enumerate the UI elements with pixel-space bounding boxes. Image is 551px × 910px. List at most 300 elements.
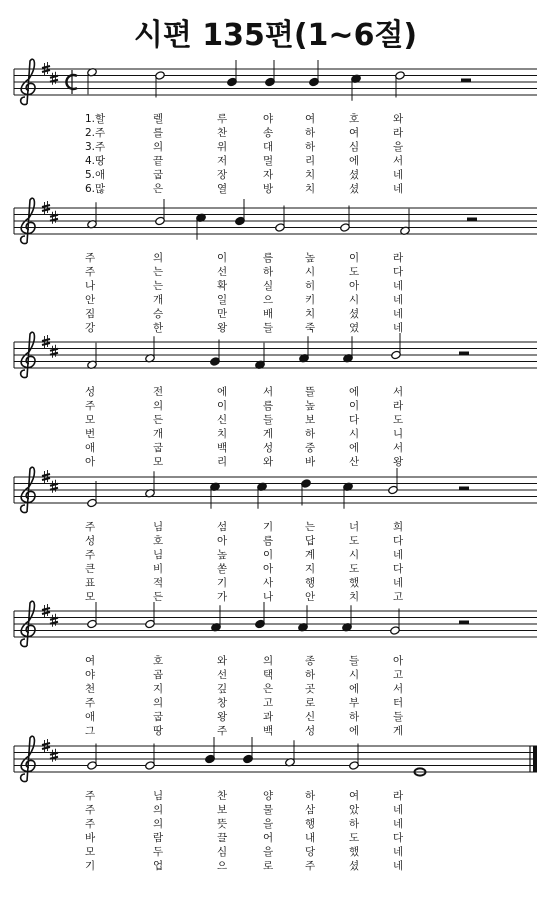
- lyric-syllable: 하: [305, 790, 316, 802]
- lyric-syllable: 고: [393, 669, 404, 681]
- note: [243, 737, 254, 764]
- lyric-syllable: 은: [263, 683, 274, 695]
- sharp-icon: [42, 739, 50, 752]
- note: [400, 209, 411, 236]
- lyric-syllable: 람: [153, 832, 164, 844]
- lyric-syllable: 깊: [217, 683, 228, 695]
- lyric-syllable: 1.할: [85, 113, 106, 125]
- sharp-icon: [50, 211, 58, 224]
- note: [301, 479, 312, 506]
- lyric-syllable: 큰: [85, 563, 96, 575]
- note: [395, 71, 406, 98]
- lyric-syllable: 번: [85, 428, 96, 440]
- lyric-syllable: 을: [393, 141, 404, 153]
- lyric-syllable: 이: [263, 549, 274, 561]
- lyric-syllable: 들: [349, 655, 360, 667]
- lyric-syllable: 시: [349, 669, 360, 681]
- lyric-syllable: 죽: [305, 322, 316, 334]
- final-barline: [533, 746, 537, 772]
- lyric-syllable: 네: [393, 322, 404, 334]
- lyric-syllable: 도: [349, 563, 360, 575]
- lyric-syllable: 터: [393, 697, 404, 709]
- sharp-icon: [42, 201, 50, 214]
- staff-system: [14, 198, 537, 334]
- lyric-syllable: 하: [305, 428, 316, 440]
- lyric-syllable: 에: [349, 442, 360, 454]
- lyric-syllable: 름: [263, 252, 274, 264]
- lyric-syllable: 지: [305, 563, 316, 575]
- lyric-syllable: 서: [393, 683, 404, 695]
- lyric-syllable: 끌: [217, 832, 228, 844]
- note: [227, 60, 238, 87]
- lyric-syllable: 하: [305, 669, 316, 681]
- lyric-syllable: 주: [85, 521, 96, 533]
- lyric-syllable: 장: [217, 169, 228, 181]
- lyric-syllable: 곳: [305, 683, 316, 695]
- lyric-syllable: 자: [263, 169, 274, 181]
- lyric-syllable: 의: [263, 655, 274, 667]
- lyric-syllable: 치: [217, 428, 228, 440]
- lyric-syllable: 의: [153, 818, 164, 830]
- lyric-syllable: 중: [305, 442, 316, 454]
- lyric-syllable: 치: [305, 308, 316, 320]
- lyric-syllable: 멀: [263, 155, 274, 167]
- lyric-syllable: 든: [153, 591, 164, 603]
- lyric-syllable: 당: [305, 846, 316, 858]
- lyric-syllable: 뜻: [217, 818, 228, 830]
- lyric-syllable: 땅: [153, 725, 164, 737]
- lyric-syllable: 기: [217, 577, 228, 589]
- lyric-syllable: 끝: [153, 155, 164, 167]
- lyric-syllable: 물: [263, 804, 274, 816]
- lyric-syllable: 의: [153, 697, 164, 709]
- lyric-syllable: 야: [85, 669, 96, 681]
- lyric-syllable: 서: [393, 386, 404, 398]
- lyric-syllable: 들: [263, 414, 274, 426]
- note: [257, 482, 268, 509]
- lyric-syllable: 애: [85, 711, 96, 723]
- lyric-syllable: 니: [393, 428, 404, 440]
- lyric-syllable: 창: [217, 697, 228, 709]
- lyric-syllable: 님: [153, 521, 164, 533]
- lyric-syllable: 라: [393, 400, 404, 412]
- note: [299, 336, 310, 363]
- note: [145, 336, 156, 363]
- lyric-syllable: 하: [305, 127, 316, 139]
- lyric-syllable: 에: [349, 725, 360, 737]
- lyric-syllable: 시: [349, 549, 360, 561]
- lyric-syllable: 열: [217, 183, 228, 195]
- lyric-syllable: 굽: [153, 442, 164, 454]
- lyric-syllable: 을: [263, 846, 274, 858]
- lyric-syllable: 찬: [217, 127, 228, 139]
- lyric-syllable: 리: [217, 456, 228, 468]
- lyric-syllable: 아: [263, 563, 274, 575]
- lyric-syllable: 네: [393, 818, 404, 830]
- lyric-syllable: 섬: [217, 521, 228, 533]
- lyric-syllable: 호: [153, 655, 164, 667]
- lyric-syllable: 성: [305, 725, 316, 737]
- lyric-syllable: 들: [393, 711, 404, 723]
- lyric-syllable: 모: [153, 456, 164, 468]
- lyric-syllable: 기: [263, 521, 274, 533]
- lyric-syllable: 로: [263, 860, 274, 872]
- lyric-syllable: 가: [217, 591, 228, 603]
- lyric-syllable: 심: [217, 846, 228, 858]
- lyric-syllable: 주: [305, 860, 316, 872]
- note: [87, 481, 98, 508]
- lyric-syllable: 라: [393, 127, 404, 139]
- lyric-syllable: 도: [349, 535, 360, 547]
- lyric-syllable: 이: [217, 252, 228, 264]
- lyric-syllable: 치: [305, 169, 316, 181]
- lyric-syllable: 곱: [153, 669, 164, 681]
- lyric-syllable: 두: [153, 846, 164, 858]
- lyric-syllable: 주: [85, 400, 96, 412]
- lyric-syllable: 에: [349, 155, 360, 167]
- lyric-syllable: 네: [393, 846, 404, 858]
- lyric-syllable: 일: [217, 294, 228, 306]
- lyric-syllable: 선: [217, 266, 228, 278]
- note: [87, 202, 98, 229]
- lyric-syllable: 으: [263, 294, 274, 306]
- lyric-syllable: 내: [305, 832, 316, 844]
- lyric-syllable: 아: [217, 535, 228, 547]
- lyric-syllable: 주: [85, 549, 96, 561]
- lyric-syllable: 너: [349, 521, 360, 533]
- lyric-syllable: 와: [263, 456, 274, 468]
- lyric-syllable: 네: [393, 308, 404, 320]
- lyric-syllable: 그: [85, 725, 96, 737]
- page-title: 시편 135편(1~6절): [133, 18, 418, 53]
- note: [155, 199, 166, 226]
- sharp-icon: [50, 480, 58, 493]
- lyric-syllable: 아: [85, 456, 96, 468]
- lyric-syllable: 리: [305, 155, 316, 167]
- lyric-syllable: 네: [393, 169, 404, 181]
- lyric-syllable: 짐: [85, 308, 96, 320]
- sharp-icon: [50, 749, 58, 762]
- lyric-syllable: 성: [263, 442, 274, 454]
- lyric-syllable: 네: [393, 294, 404, 306]
- lyric-syllable: 하: [305, 141, 316, 153]
- sharp-icon: [50, 614, 58, 627]
- half-rest-icon: [459, 352, 469, 356]
- lyric-syllable: 방: [263, 183, 274, 195]
- sharp-icon: [42, 470, 50, 483]
- lyric-syllable: 의: [153, 804, 164, 816]
- staff-system: [14, 736, 537, 872]
- lyric-syllable: 네: [393, 577, 404, 589]
- sharp-icon: [50, 345, 58, 358]
- half-rest-icon: [467, 218, 477, 222]
- lyric-syllable: 이: [349, 400, 360, 412]
- half-rest-icon: [459, 487, 469, 491]
- lyric-syllable: 과: [263, 711, 274, 723]
- note: [388, 468, 399, 495]
- lyric-syllable: 로: [305, 697, 316, 709]
- note: [205, 737, 216, 764]
- half-rest-icon: [461, 79, 471, 83]
- lyric-syllable: 행: [305, 577, 316, 589]
- staff-system: [14, 332, 537, 468]
- lyric-syllable: 왕: [217, 711, 228, 723]
- note: [298, 605, 309, 632]
- lyric-syllable: 2.주: [85, 127, 106, 139]
- lyric-syllable: 의: [153, 252, 164, 264]
- lyric-syllable: 주: [217, 725, 228, 737]
- lyric-syllable: 네: [393, 183, 404, 195]
- lyric-syllable: 는: [305, 521, 316, 533]
- lyric-syllable: 하: [263, 266, 274, 278]
- lyric-syllable: 셨: [349, 183, 360, 195]
- lyric-syllable: 왕: [217, 322, 228, 334]
- lyric-syllable: 으: [217, 860, 228, 872]
- lyric-syllable: 님: [153, 790, 164, 802]
- sharp-icon: [50, 72, 58, 85]
- lyric-syllable: 양: [263, 790, 274, 802]
- note: [349, 744, 360, 771]
- lyric-syllable: 을: [263, 818, 274, 830]
- lyric-syllable: 기: [85, 860, 96, 872]
- lyric-syllable: 뜰: [305, 386, 316, 398]
- lyric-syllable: 종: [305, 655, 316, 667]
- lyric-syllable: 여: [349, 127, 360, 139]
- lyric-syllable: 이: [349, 252, 360, 264]
- lyric-syllable: 신: [217, 414, 228, 426]
- lyric-syllable: 았: [349, 804, 360, 816]
- note: [155, 71, 166, 98]
- lyric-syllable: 삼: [305, 804, 316, 816]
- note: [309, 60, 320, 87]
- lyric-syllable: 주: [85, 252, 96, 264]
- lyric-syllable: 여: [349, 790, 360, 802]
- lyric-syllable: 사: [263, 577, 274, 589]
- lyric-syllable: 했: [349, 577, 360, 589]
- note: [390, 609, 401, 636]
- lyric-syllable: 에: [217, 386, 228, 398]
- lyric-syllable: 시: [349, 428, 360, 440]
- lyric-syllable: 3.주: [85, 141, 106, 153]
- lyric-syllable: 님: [153, 549, 164, 561]
- lyric-syllable: 여: [85, 655, 96, 667]
- lyric-syllable: 다: [349, 414, 360, 426]
- lyric-syllable: 확: [217, 280, 228, 292]
- lyric-syllable: 실: [263, 280, 274, 292]
- sharp-icon: [42, 604, 50, 617]
- note: [255, 343, 266, 370]
- lyric-syllable: 택: [263, 669, 274, 681]
- note: [343, 482, 354, 509]
- lyric-syllable: 의: [153, 400, 164, 412]
- lyric-syllable: 모: [85, 414, 96, 426]
- lyric-syllable: 비: [153, 563, 164, 575]
- lyric-syllable: 든: [153, 414, 164, 426]
- lyric-syllable: 6.많: [85, 183, 106, 195]
- lyric-syllable: 계: [305, 549, 316, 561]
- lyric-syllable: 주: [85, 266, 96, 278]
- lyric-syllable: 주: [85, 818, 96, 830]
- note: [87, 343, 98, 370]
- lyric-syllable: 의: [153, 141, 164, 153]
- lyric-syllable: 네: [393, 860, 404, 872]
- lyric-syllable: 도: [393, 414, 404, 426]
- lyric-syllable: 답: [305, 535, 316, 547]
- lyric-syllable: 배: [263, 308, 274, 320]
- lyric-syllable: 치: [349, 591, 360, 603]
- lyric-syllable: 셨: [349, 860, 360, 872]
- note: [285, 740, 296, 767]
- lyric-syllable: 에: [349, 386, 360, 398]
- lyric-syllable: 4.땅: [85, 155, 106, 167]
- lyric-syllable: 네: [393, 804, 404, 816]
- lyric-syllable: 한: [153, 322, 164, 334]
- lyric-syllable: 보: [217, 804, 228, 816]
- lyric-syllable: 하: [349, 818, 360, 830]
- lyric-syllable: 시: [349, 294, 360, 306]
- lyric-syllable: 저: [217, 155, 228, 167]
- note: [145, 471, 156, 498]
- lyric-syllable: 희: [393, 521, 404, 533]
- lyric-syllable: 높: [217, 549, 228, 561]
- lyric-syllable: 주: [85, 697, 96, 709]
- lyric-syllable: 름: [263, 400, 274, 412]
- lyric-syllable: 송: [263, 127, 274, 139]
- lyric-syllable: 호: [349, 113, 360, 125]
- lyric-syllable: 루: [217, 113, 228, 125]
- lyric-syllable: 서: [393, 442, 404, 454]
- lyric-syllable: 고: [393, 591, 404, 603]
- lyric-syllable: 네: [393, 280, 404, 292]
- lyric-syllable: 게: [393, 725, 404, 737]
- lyric-syllable: 만: [217, 308, 228, 320]
- lyric-syllable: 여: [305, 113, 316, 125]
- note: [145, 744, 156, 771]
- note: [275, 206, 286, 233]
- lyric-syllable: 성: [85, 386, 96, 398]
- note: [351, 74, 362, 101]
- half-rest-icon: [459, 621, 469, 625]
- note: [87, 68, 98, 95]
- lyric-syllable: 나: [263, 591, 274, 603]
- lyric-syllable: 아: [393, 655, 404, 667]
- lyric-syllable: 에: [349, 683, 360, 695]
- lyric-syllable: 심: [349, 141, 360, 153]
- lyric-syllable: 위: [217, 141, 228, 153]
- note: [342, 605, 353, 632]
- lyric-syllable: 네: [393, 549, 404, 561]
- lyric-syllable: 쏟: [217, 563, 228, 575]
- lyric-syllable: 아: [349, 280, 360, 292]
- lyric-syllable: 개: [153, 294, 164, 306]
- lyric-syllable: 서: [393, 155, 404, 167]
- lyric-syllable: 성: [85, 535, 96, 547]
- staff-system: [14, 59, 537, 195]
- sharp-icon: [42, 62, 50, 75]
- lyric-syllable: 적: [153, 577, 164, 589]
- lyric-syllable: 애: [85, 442, 96, 454]
- lyric-syllable: 키: [305, 294, 316, 306]
- lyric-syllable: 고: [263, 697, 274, 709]
- lyric-syllable: 주: [85, 804, 96, 816]
- lyric-syllable: 와: [393, 113, 404, 125]
- lyric-syllable: 바: [85, 832, 96, 844]
- lyric-syllable: 업: [153, 860, 164, 872]
- lyric-syllable: 주: [85, 790, 96, 802]
- lyric-syllable: 전: [153, 386, 164, 398]
- lyric-syllable: 라: [393, 252, 404, 264]
- note: [391, 333, 402, 360]
- lyric-syllable: 신: [305, 711, 316, 723]
- lyric-syllable: 하: [349, 711, 360, 723]
- lyric-syllable: 들: [263, 322, 274, 334]
- lyric-syllable: 승: [153, 308, 164, 320]
- lyric-syllable: 야: [263, 113, 274, 125]
- sharp-icon: [42, 335, 50, 348]
- lyric-syllable: 굽: [153, 169, 164, 181]
- lyric-syllable: 모: [85, 591, 96, 603]
- lyric-syllable: 표: [85, 577, 96, 589]
- note: [340, 206, 351, 233]
- lyric-syllable: 찬: [217, 790, 228, 802]
- note: [265, 60, 276, 87]
- note: [87, 744, 98, 771]
- note: [196, 213, 207, 240]
- lyric-syllable: 대: [263, 141, 274, 153]
- lyric-syllable: 천: [85, 683, 96, 695]
- lyric-syllable: 다: [393, 563, 404, 575]
- note: [255, 602, 266, 629]
- note: [145, 602, 156, 629]
- lyric-syllable: 왕: [393, 456, 404, 468]
- note: [210, 340, 221, 367]
- note: [87, 602, 98, 629]
- lyric-syllable: 였: [349, 322, 360, 334]
- lyric-syllable: 안: [85, 294, 96, 306]
- lyric-syllable: 행: [305, 818, 316, 830]
- lyric-syllable: 모: [85, 846, 96, 858]
- lyric-syllable: 나: [85, 280, 96, 292]
- lyric-syllable: 백: [217, 442, 228, 454]
- lyric-syllable: 지: [153, 683, 164, 695]
- lyric-syllable: 셨: [349, 169, 360, 181]
- lyric-syllable: 산: [349, 456, 360, 468]
- note: [211, 605, 222, 632]
- lyric-syllable: 높: [305, 252, 316, 264]
- lyric-syllable: 를: [153, 127, 164, 139]
- lyric-syllable: 안: [305, 591, 316, 603]
- note: [235, 199, 246, 226]
- lyric-syllable: 바: [305, 456, 316, 468]
- lyric-syllable: 부: [349, 697, 360, 709]
- lyric-syllable: 보: [305, 414, 316, 426]
- lyric-syllable: 강: [85, 322, 96, 334]
- lyric-syllable: 도: [349, 266, 360, 278]
- lyric-syllable: 와: [217, 655, 228, 667]
- staff-system: [14, 601, 537, 737]
- lyric-syllable: 백: [263, 725, 274, 737]
- lyric-syllable: 시: [305, 266, 316, 278]
- note: [210, 482, 221, 509]
- lyric-syllable: 이: [217, 400, 228, 412]
- lyric-syllable: 다: [393, 535, 404, 547]
- lyric-syllable: 했: [349, 846, 360, 858]
- lyric-syllable: 름: [263, 535, 274, 547]
- lyric-syllable: 다: [393, 266, 404, 278]
- lyric-syllable: 5.애: [85, 169, 106, 181]
- lyric-syllable: 선: [217, 669, 228, 681]
- lyric-syllable: 도: [349, 832, 360, 844]
